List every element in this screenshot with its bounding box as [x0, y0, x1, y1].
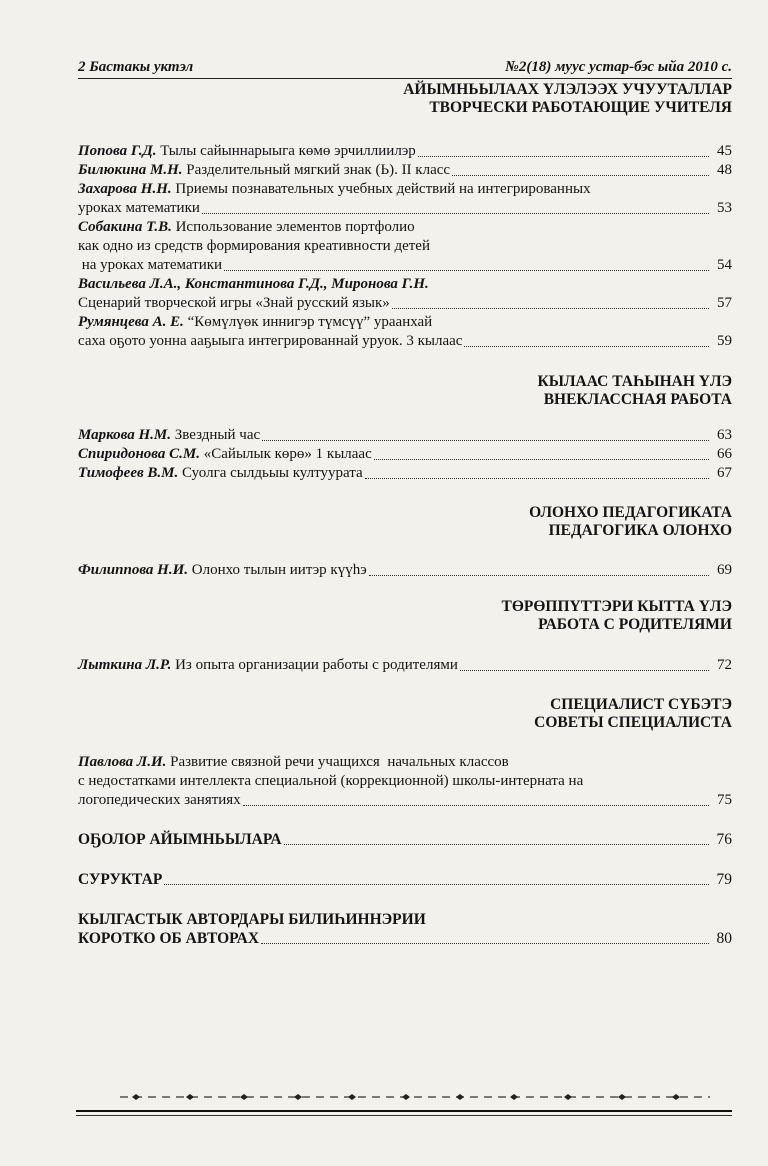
- entry-page: 66: [717, 446, 732, 462]
- entry-page: 59: [717, 333, 732, 349]
- entry-title: Олонхо тылын иитэр күүһэ: [188, 562, 367, 578]
- entry-page: 75: [717, 792, 732, 808]
- section-title-sakha: ОЛОНХО ПЕДАГОГИКАТА: [529, 504, 732, 521]
- toc-entry[interactable]: [78, 180, 732, 218]
- leader-dots: [243, 805, 709, 806]
- entry-title-cont: на уроках математики: [78, 257, 223, 273]
- entry-author: Лыткина Л.Р.: [78, 657, 172, 673]
- leader-dots: [374, 459, 709, 460]
- entry-page: 54: [717, 257, 732, 273]
- leader-dots: [261, 943, 709, 944]
- leader-dots: [460, 670, 709, 671]
- leader-dots: [452, 175, 709, 176]
- toc-entry[interactable]: [78, 275, 732, 313]
- section-title-sakha: СПЕЦИАЛИСТ СҮБЭТЭ: [550, 696, 732, 713]
- entry-title-cont: как одно из средств формирования креативности детей: [78, 238, 430, 254]
- section-title-russian: ТВОРЧЕСКИ РАБОТАЮЩИЕ УЧИТЕЛЯ: [429, 99, 732, 116]
- footer-rule: [76, 1110, 732, 1112]
- section-title-russian: ВНЕКЛАССНАЯ РАБОТА: [543, 391, 732, 408]
- leader-dots: [284, 844, 709, 845]
- toc-entry[interactable]: [78, 313, 732, 351]
- entry-page: 48: [717, 162, 732, 178]
- footer-rule-thin: [76, 1115, 732, 1116]
- section-title-sakha: ТӨРӨППҮТТЭРИ КЫТТА ҮЛЭ: [501, 598, 732, 615]
- entry-page: 67: [717, 465, 732, 481]
- entry-title: “Көмүлүөк иннигэр түмсүү” ураанхай: [183, 314, 433, 330]
- entry-title-cont: саха оҕото уонна ааҕыыга интегрированнай уруок. 3 кылаас: [78, 333, 463, 349]
- entry-page: 79: [716, 871, 732, 888]
- toc-entry[interactable]: [78, 753, 732, 810]
- entry-author: Румянцева А. Е.: [78, 314, 184, 330]
- leader-dots: [202, 213, 709, 214]
- entry-title: КЫЛГАСТЫК АВТОРДАРЫ БИЛИҺИННЭРИИ: [78, 911, 426, 928]
- leader-dots: [418, 156, 709, 157]
- toc-entry[interactable]: [78, 161, 732, 180]
- leader-dots: [262, 440, 709, 441]
- entry-title-cont: логопедических занятиях: [78, 792, 241, 808]
- running-header: [78, 58, 732, 76]
- entry-author: Попова Г.Д.: [78, 143, 157, 159]
- entry-title: Тылы сайыннарыыга көмө эрчиллиилэр: [156, 143, 416, 159]
- entry-title: Звездный час: [171, 427, 261, 443]
- toc-page: [78, 58, 732, 948]
- entry-author: Спиридонова С.М.: [78, 446, 200, 462]
- section-title-sakha: КЫЛААС ТАҺЫНАН ҮЛЭ: [537, 373, 732, 390]
- section-title-russian: РАБОТА С РОДИТЕЛЯМИ: [538, 616, 732, 633]
- entry-title-cont: КОРОТКО ОБ АВТОРАХ: [78, 930, 260, 947]
- leader-dots: [365, 478, 709, 479]
- leader-dots: [464, 346, 709, 347]
- entry-author: Павлова Л.И.: [78, 754, 167, 770]
- entry-author: Маркова Н.М.: [78, 427, 172, 443]
- leader-dots: [392, 308, 709, 309]
- entry-title-cont: уроках математики: [78, 200, 200, 216]
- entry-author: Тимофеев В.М.: [78, 465, 179, 481]
- entry-title: Суолга сылдьыы култуурата: [178, 465, 363, 481]
- entry-page: 69: [717, 562, 732, 578]
- leader-dots: [224, 270, 709, 271]
- toc-entry-letters[interactable]: [78, 870, 732, 889]
- entry-page: 76: [716, 831, 732, 848]
- section-title-parents: [78, 598, 732, 634]
- entry-title: Использование элементов портфолио: [171, 219, 415, 235]
- entry-title: Разделительный мягкий знак (Ь). II класс: [182, 162, 451, 178]
- toc-entry[interactable]: [78, 142, 732, 161]
- section-title-sakha: АЙЫМНЬЫЛААХ ҮЛЭЛЭЭХ УЧУУТАЛЛАР: [403, 81, 732, 98]
- entry-title: Приемы познавательных учебных действий на интегрированных: [171, 181, 591, 197]
- toc-entry[interactable]: [78, 561, 732, 580]
- entry-page: 45: [717, 143, 732, 159]
- entry-author: Захарова Н.Н.: [78, 181, 172, 197]
- entry-author: Васильева Л.А., Константинова Г.Д., Миронова Г.Н.: [78, 276, 429, 292]
- header-right: №2(18) муус устар-бэс ыйа 2010 с.: [505, 59, 732, 75]
- entry-title-cont: с недостатками интеллекта специальной (коррекционной) школы-интерната на: [78, 773, 584, 789]
- toc-entry[interactable]: [78, 445, 732, 464]
- entry-page: 80: [716, 930, 732, 947]
- entry-title: Из опыта организации работы с родителями: [171, 657, 458, 673]
- entry-author: Билюкина М.Н.: [78, 162, 183, 178]
- toc-entry[interactable]: [78, 656, 732, 675]
- entry-author: Филиппова Н.И.: [78, 562, 189, 578]
- entry-page: 57: [717, 295, 732, 311]
- header-left: 2 Бастакы уктэл: [78, 59, 194, 75]
- section-title-extracurricular: [78, 373, 732, 409]
- entry-title: ОҔОЛОР АЙЫМНЬЫЛАРА: [78, 831, 282, 848]
- section-title-russian: ПЕДАГОГИКА ОЛОНХО: [548, 522, 732, 539]
- entry-page: 53: [717, 200, 732, 216]
- section-title-creative-teachers: [78, 81, 732, 117]
- section-title-russian: СОВЕТЫ СПЕЦИАЛИСТА: [534, 714, 732, 731]
- toc-entry[interactable]: [78, 218, 732, 275]
- entry-title: СУРУКТАР: [78, 871, 163, 888]
- header-rule: [78, 78, 732, 79]
- entry-page: 72: [717, 657, 732, 673]
- toc-entry-childrens-works[interactable]: [78, 830, 732, 849]
- section-title-specialist: [78, 696, 732, 732]
- entry-author: Собакина Т.В.: [78, 219, 172, 235]
- leader-dots: [164, 884, 709, 885]
- toc-entry[interactable]: [78, 464, 732, 483]
- entry-title: Развитие связной речи учащихся начальных классов: [166, 754, 509, 770]
- section-title-olonkho: [78, 504, 732, 540]
- decorative-footer-ornament: [120, 1091, 710, 1103]
- toc-entry-about-authors[interactable]: [78, 910, 732, 948]
- entry-title: Сценарий творческой игры «Знай русский язык»: [78, 295, 390, 311]
- toc-entry[interactable]: [78, 426, 732, 445]
- entry-page: 63: [717, 427, 732, 443]
- entry-title: «Сайылык көрө» 1 кылаас: [200, 446, 372, 462]
- leader-dots: [369, 575, 709, 576]
